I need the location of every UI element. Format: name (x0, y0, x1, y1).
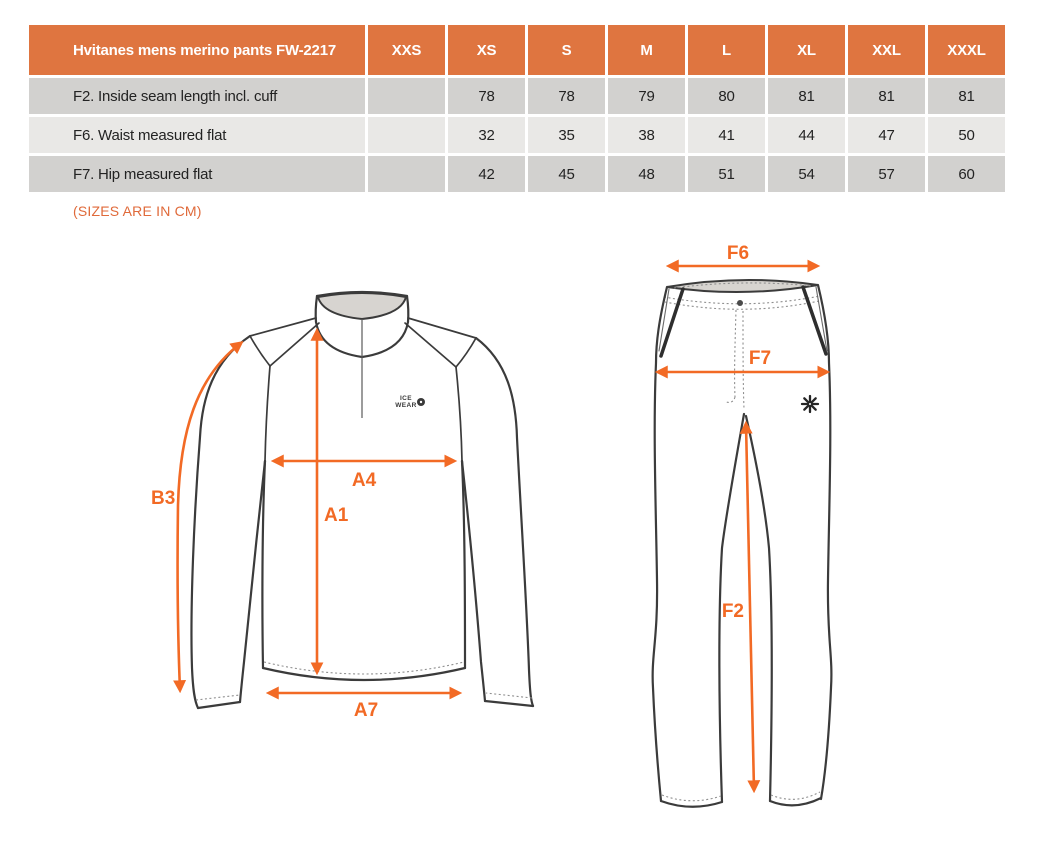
size-column-header: L (688, 25, 765, 75)
size-value-cell: 54 (768, 156, 845, 192)
size-value-cell: 47 (848, 117, 925, 153)
size-column-header: M (608, 25, 685, 75)
size-value-cell: 80 (688, 78, 765, 114)
size-value-cell: 48 (608, 156, 685, 192)
size-column-header: S (528, 25, 605, 75)
size-value-cell: 41 (688, 117, 765, 153)
size-value-cell: 81 (928, 78, 1005, 114)
size-value-cell: 51 (688, 156, 765, 192)
product-title-cell: Hvitanes mens merino pants FW-2217 (29, 25, 365, 75)
size-value-cell: 45 (528, 156, 605, 192)
measure-label-a1: A1 (324, 505, 349, 526)
snowflake-logo-icon (802, 396, 818, 412)
measure-label-f2: F2 (721, 601, 744, 622)
measurement-row-label: F2. Inside seam length incl. cuff (29, 78, 365, 114)
size-value-cell: 57 (848, 156, 925, 192)
measure-label-f7: F7 (748, 348, 772, 369)
measure-label-a7: A7 (353, 700, 379, 721)
right-pocket-opening (803, 287, 826, 354)
size-value-cell: 81 (848, 78, 925, 114)
pants-technical-drawing (653, 243, 832, 807)
svg-text:ICE: ICE (399, 395, 413, 402)
size-value-cell: 81 (768, 78, 845, 114)
pants-button (737, 300, 743, 306)
measure-label-b3: B3 (151, 488, 176, 509)
size-column-header: XXS (368, 25, 445, 75)
shirt-collar-inside (318, 293, 406, 319)
size-value-cell: 79 (608, 78, 685, 114)
size-value-cell: 35 (528, 117, 605, 153)
size-column-header: XL (768, 25, 845, 75)
sizes-unit-note: (SIZES ARE IN CM) (73, 203, 202, 219)
size-column-header: XXXL (928, 25, 1005, 75)
icewear-logo (395, 395, 425, 409)
size-value-cell: 60 (928, 156, 1005, 192)
size-value-cell: 42 (448, 156, 525, 192)
measurement-row-label: F6. Waist measured flat (29, 117, 365, 153)
svg-text:WEAR: WEAR (395, 402, 417, 409)
size-value-cell: 38 (608, 117, 685, 153)
size-value-cell: 44 (768, 117, 845, 153)
size-value-cell: 50 (928, 117, 1005, 153)
measure-label-f6: F6 (726, 243, 750, 264)
measurement-row-label: F7. Hip measured flat (29, 156, 365, 192)
measure-arrow-f2 (746, 424, 754, 790)
size-column-header: XXL (848, 25, 925, 75)
measure-label-a4: A4 (351, 470, 377, 491)
size-value-cell: 32 (448, 117, 525, 153)
measure-arrow-b3 (178, 343, 241, 690)
size-value-cell: 78 (448, 78, 525, 114)
size-value-cell: 78 (528, 78, 605, 114)
pants-waist-inside (667, 280, 818, 292)
shirt-technical-drawing (151, 292, 533, 721)
size-column-header: XS (448, 25, 525, 75)
